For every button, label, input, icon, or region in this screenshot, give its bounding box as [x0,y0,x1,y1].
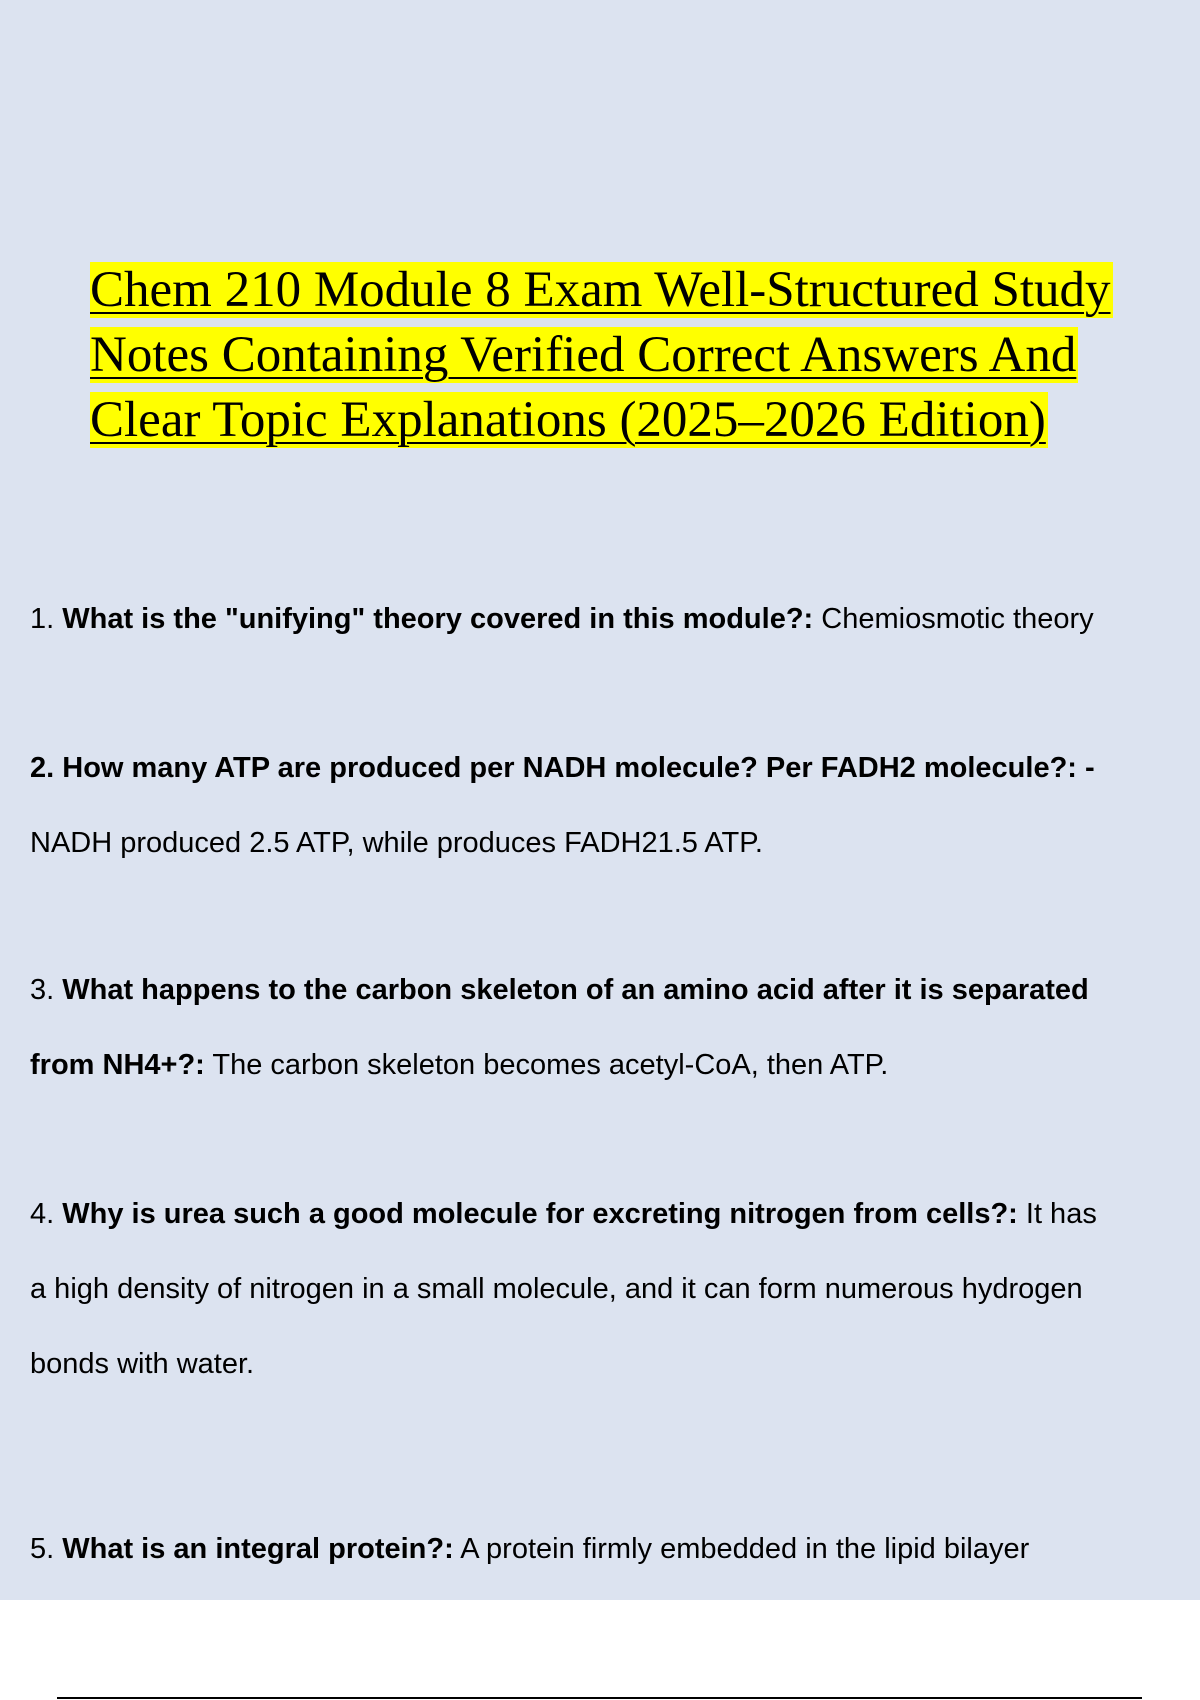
item-number: 1. [30,603,55,635]
item-number: 3. [30,974,55,1006]
answer-text: It has [1025,1198,1097,1230]
question-text: What is the "unifying" theory covered in this module?: [62,603,814,635]
qa-item-2 [30,731,1200,881]
question-text: What is an integral protein?: [62,1533,454,1565]
title-line-2: Notes Containing Verified Correct Answers And [90,327,1077,383]
title-line-3: Clear Topic Explanations (2025–2026 Edition) [90,392,1046,448]
question-text-continued: from NH4+?: [30,1049,205,1081]
answer-text: NADH produced 2.5 ATP, while produces FADH21.5 ATP. [30,827,763,859]
qa-item-5 [30,1512,1200,1587]
title-line-1: Chem 210 Module 8 Exam Well-Structured Study [90,262,1111,318]
item-number: 5. [30,1533,55,1565]
answer-text: The carbon skeleton becomes acetyl-CoA, then ATP. [212,1049,889,1081]
question-text: Why is urea such a good molecule for excreting nitrogen from cells?: [62,1198,1018,1230]
footer-divider [57,1697,1142,1699]
qa-item-4 [30,1177,1200,1402]
qa-item-1 [30,582,1200,657]
question-text: How many ATP are produced per NADH molecule? Per FADH2 molecule?: - [62,752,1095,784]
document-title [90,258,1200,453]
answer-text: Chemiosmotic theory [821,603,1094,635]
qa-item-3 [30,953,1200,1103]
answer-text: A protein firmly embedded in the lipid bilayer [460,1533,1030,1565]
item-number: 2. [30,752,55,784]
answer-text-continued: bonds with water. [30,1348,255,1380]
answer-text-continued: a high density of nitrogen in a small molecule, and it can form numerous hydrogen [30,1273,1083,1305]
question-text: What happens to the carbon skeleton of an amino acid after it is separated [62,974,1089,1006]
item-number: 4. [30,1198,55,1230]
